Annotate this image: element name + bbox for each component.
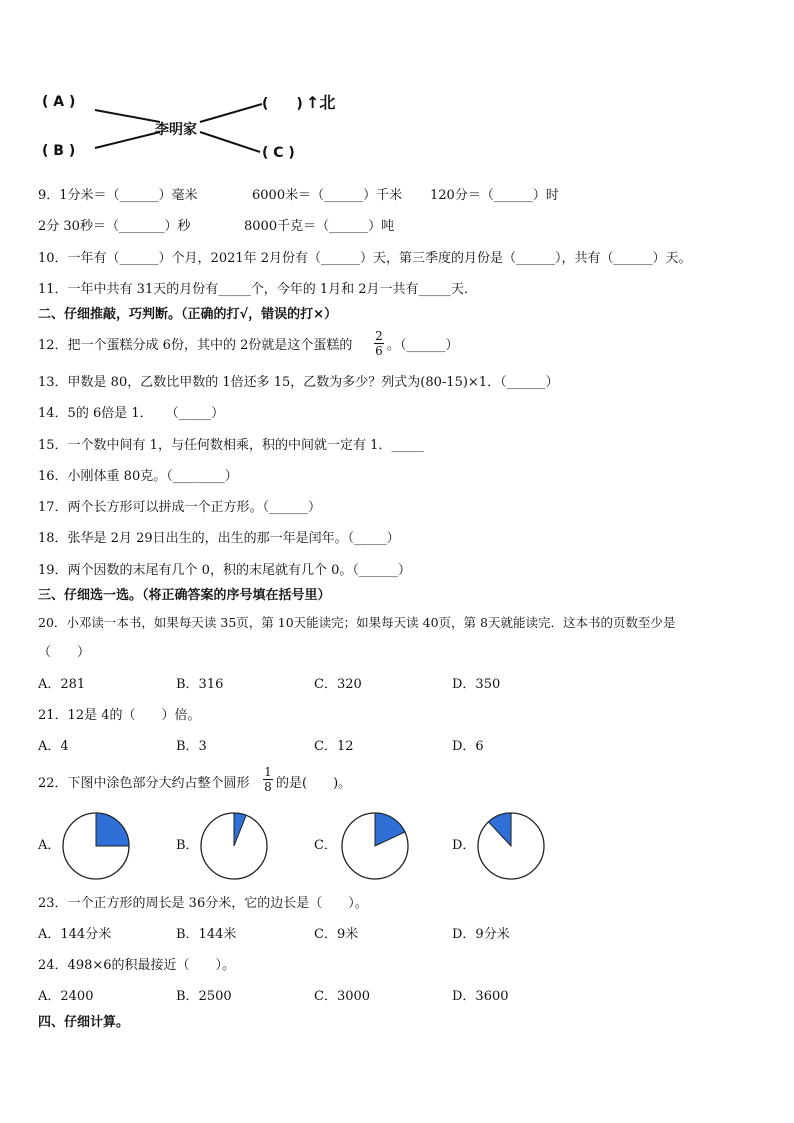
section-3-heading: 三、仔细选一选。（将正确答案的序号填在括号里） — [38, 588, 331, 603]
q22-label-c: C． — [314, 838, 337, 853]
q21-option-b: B．3 — [176, 739, 207, 754]
q23-option-a: A．144分米 — [38, 927, 112, 942]
q11: 11．一年中共有 31天的月份有_____个，今年的 1月和 2月一共有_____天． — [38, 282, 478, 297]
q9-line1-b: 6000米＝（______）千米 — [252, 188, 403, 203]
q17: 17．两个长方形可以拼成一个正方形。（______） — [38, 500, 322, 515]
q14: 14．5的 6倍是 1． （_____） — [38, 406, 225, 421]
q15: 15．一个数中间有 1，与任何数相乘，积的中间就一定有 1．_____ — [38, 438, 424, 453]
q21-option-c: C．12 — [314, 739, 354, 754]
q20-option-b: B．316 — [176, 677, 224, 692]
q12-frac-num: 2 — [375, 329, 383, 343]
q9-line2-b: 8000千克＝（______）吨 — [244, 219, 395, 234]
q22-circle-c — [340, 811, 410, 881]
diagram-lines — [0, 0, 794, 170]
diagram-north: ↑北 — [306, 93, 336, 112]
q20-option-a: A．281 — [38, 677, 86, 692]
q24-option-c: C．3000 — [314, 989, 371, 1004]
q22-circle-b — [199, 811, 269, 881]
q20-text: 20．小邓读一本书，如果每天读 35页，第 10天能读完；如果每天读 40页，第 8天就能读完．这本书的页数至少是 — [38, 615, 676, 630]
q12-frac-den: 6 — [375, 344, 383, 358]
q24-text: 24．498×6的积最接近（ ）。 — [38, 958, 236, 973]
q22-circle-a — [61, 811, 131, 881]
section-4-heading: 四、仔细计算。 — [38, 1015, 130, 1030]
q24-option-b: B．2500 — [176, 989, 232, 1004]
q22-label-d: D． — [452, 838, 476, 853]
q23-option-d: D．9分米 — [452, 927, 510, 942]
q9-line2-a: 2分 30秒＝（_______）秒 — [38, 219, 191, 234]
q21-text: 21．12是 4的（ ）倍。 — [38, 708, 201, 723]
q12-after: 。（______） — [387, 338, 459, 353]
section-2-heading: 二、仔细推敲，巧判断。（正确的打√，错误的打×） — [38, 307, 338, 322]
q20-paren: （ ） — [38, 645, 91, 660]
q12-fraction — [374, 330, 384, 357]
q16: 16．小刚体重 80克。（________） — [38, 469, 238, 484]
q9-line1-c: 120分＝（______）时 — [430, 188, 559, 203]
q19: 19．两个因数的末尾有几个 0，积的末尾就有几个 0。（______） — [38, 563, 411, 578]
q23-text: 23．一个正方形的周长是 36分米，它的边长是（ ）。 — [38, 896, 368, 911]
q21-option-a: A．4 — [38, 739, 69, 754]
q22-frac-den: 8 — [264, 780, 272, 794]
q22-label-a: A． — [38, 838, 61, 853]
q12-before: 12．把一个蛋糕分成 6份，其中的 2份就是这个蛋糕的 — [38, 338, 353, 353]
diagram-center: 李明家 — [155, 122, 197, 138]
q18: 18．张华是 2月 29日出生的，出生的那一年是闰年。（_____） — [38, 531, 400, 546]
q23-option-b: B．144米 — [176, 927, 237, 942]
diagram-label-b: ( B ) — [42, 143, 76, 159]
q24-option-d: D．3600 — [452, 989, 509, 1004]
q22-circle-d — [476, 811, 546, 881]
diagram-label-a: ( A ) — [42, 94, 76, 110]
q20-option-c: C．320 — [314, 677, 362, 692]
q23-option-c: C．9米 — [314, 927, 359, 942]
q21-option-d: D．6 — [452, 739, 484, 754]
q10: 10．一年有（______）个月，2021年 2月份有（______）天，第三季度的月份是（______），共有（______）天。 — [38, 251, 692, 266]
q22-before: 22．下图中涂色部分大约占整个圆形 — [38, 776, 250, 791]
diagram-label-blank: ( ) — [262, 96, 303, 112]
q22-frac-num: 1 — [264, 765, 272, 779]
q22-label-b: B． — [176, 838, 199, 853]
q9-line1-a: 9．1分米＝（______）毫米 — [38, 188, 198, 203]
q20-option-d: D．350 — [452, 677, 501, 692]
q22-shaded-sector-a — [96, 813, 129, 846]
q13: 13．甲数是 80，乙数比甲数的 1倍还多 15，乙数为多少？列式为(80-15)×1．（______） — [38, 375, 559, 390]
diagram-label-c: ( C ) — [262, 145, 295, 161]
q22-after: 的是( )。 — [276, 776, 352, 791]
q24-option-a: A．2400 — [38, 989, 94, 1004]
q22-fraction — [263, 766, 273, 793]
